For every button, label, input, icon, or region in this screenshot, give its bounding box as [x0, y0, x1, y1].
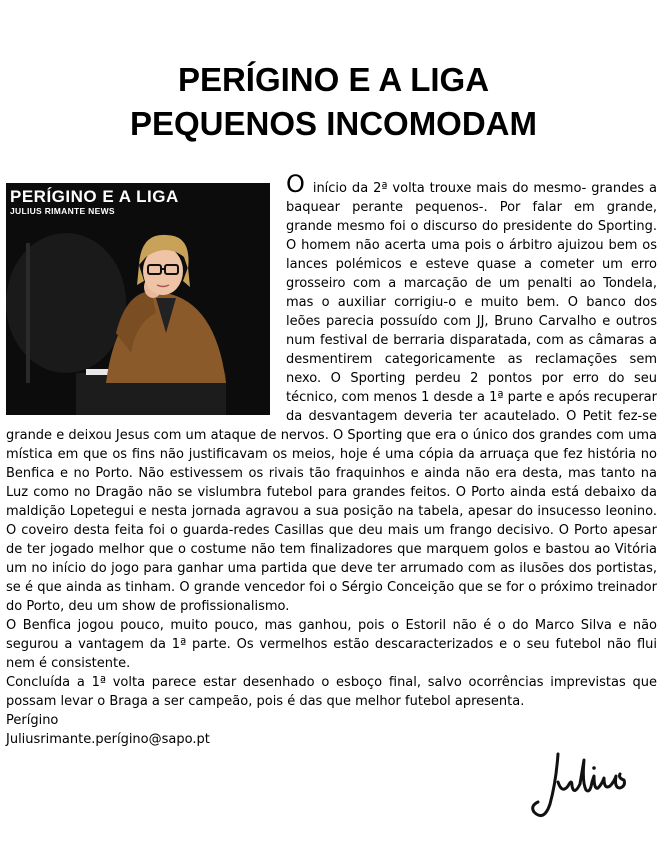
drop-cap: O [286, 170, 305, 198]
paragraph-3: Concluída a 1ª volta parece estar desenhado o esboço final, salvo ocorrências imprevistas que possam levar o Braga a ser campeão, pois é das que melhor futebol apresenta. [6, 675, 657, 709]
author-email: Juliusrimante.perígino@sapo.pt [6, 732, 210, 747]
author-name: Perígino [6, 713, 59, 728]
paragraph-2: O Benfica jogou pouco, muito pouco, mas ganhou, pois o Estoril não é o do Marco Silva e não segurou a vantagem da 1ª parte. Os vermelhos estão descaracterizados e o seu futebol não flui nem é consistente. [6, 618, 657, 671]
headline-line-2: PEQUENOS INCOMODAM [129, 105, 538, 142]
photo-float-spacer [6, 175, 276, 415]
headline-line-1: PERÍGINO E A LIGA [177, 61, 490, 98]
handwritten-signature [528, 742, 638, 827]
photo-subtitle: JULIUS RIMANTE NEWS [10, 206, 115, 216]
article-body [6, 170, 657, 749]
paragraph-1-text: início da 2ª volta trouxe mais do mesmo- grandes a baquear perante pequenos-. Por falar em grande, grande mesmo foi o discurso do presidente do Sporting. O homem não acerta uma pois o árbitro ajuizou bem os lances polémicos e esteve quase a cometer um erro grosseiro com a marcação de um penalti ao Tondela, mas o auxiliar corrigiu-o e muito bem. O banco dos leões parecia possuído com JJ, Bruno Carvalho e outros num festival de berraria disparatada, com as câmaras a desmentirem categoricamente as reclamações sem nexo. O Sporting perdeu 2 pontos por erro do seu técnico, com menos 1 desde a 1ª parte e após recuperar da desvantagem deveria ter acautelado. O Petit fez-se grande e deixou Jesus com um ataque de nervos. O Sporting que era o único dos grandes com uma mística em que os fins não justificavam os meios, hoje é uma cópia da arruaça que fez história no Benfica e no Porto. Não estivessem os rivais tão fraquinhos e ainda não era desta, mas tanto na Luz como no Dragão não se vislumbra futebol para grandes feitos. O Porto ainda está debaixo da maldição Lopetegui e nesta jornada agravou a sua posição na tabela, apesar do insucesso leonino. O coveiro desta feita foi o guarda-redes Casillas que deu mais um frango decisivo. O Porto apesar de ter jogado melhor que o costume não tem finalizadores que marquem golos e bastou ao Vitória um no início do jogo para ganhar uma partida que deve ter arrumado com as ilusões dos portistas, se é que ainda as tinham. O grande vencedor foi o Sérgio Conceição que se for o próximo treinador do Porto, deu um show de profissionalismo. [6, 181, 657, 614]
photo-title: PERÍGINO E A LIGA [10, 187, 179, 206]
